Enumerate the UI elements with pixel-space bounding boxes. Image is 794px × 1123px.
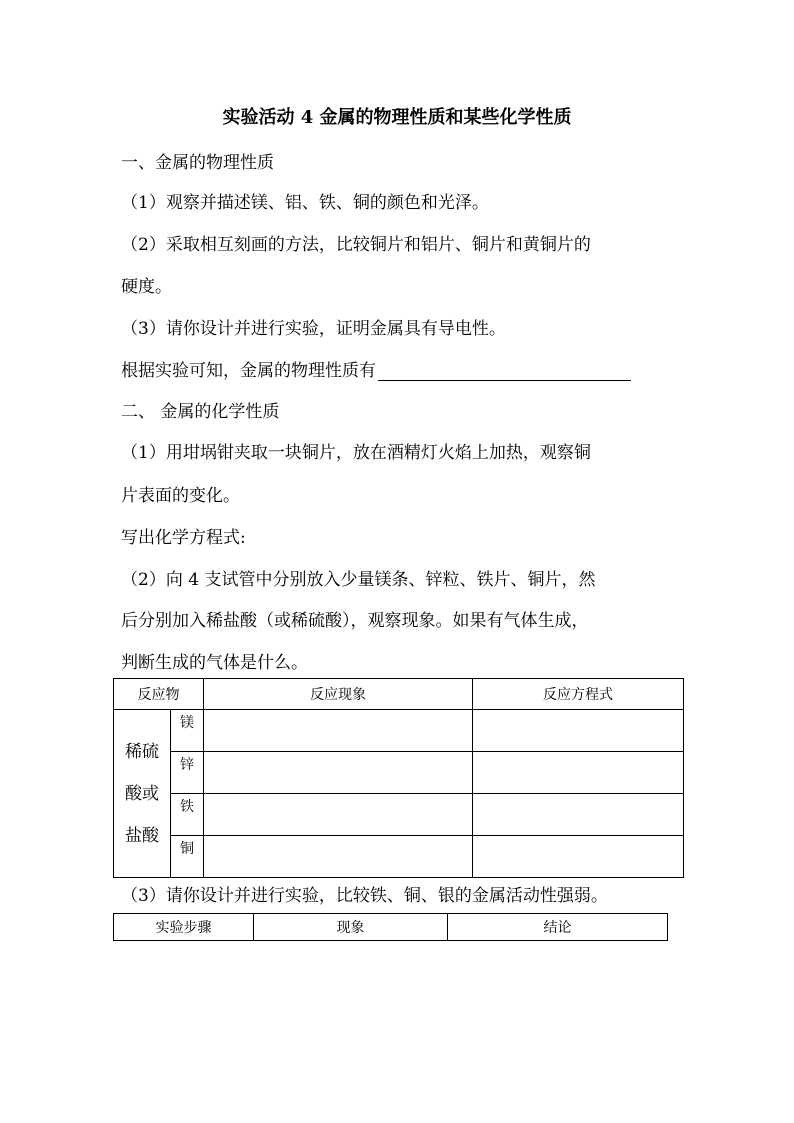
section1-item1: （1）观察并描述镁、铝、铁、铜的颜色和光泽。 [121,193,489,213]
section2-item2-line1: （2）向 4 支试管中分别放入少量镁条、锌粒、铁片、铜片，然 [121,570,596,590]
reaction-table [113,678,684,878]
equation-cell[interactable] [473,794,684,836]
phenomenon-cell[interactable] [204,752,473,794]
section2-item2-line3: 判断生成的气体是什么。 [121,653,308,673]
table-row [114,836,684,878]
section1-conclusion [121,356,631,381]
header-observation: 现象 [254,914,448,941]
section1-item2-line2: 硬度。 [121,277,172,297]
header-conclusion: 结论 [448,914,668,941]
table-row [114,794,684,836]
metal-magnesium: 镁 [171,710,204,752]
section2-item3: （3）请你设计并进行实验，比较铁、铜、银的金属活动性强弱。 [121,886,608,906]
metal-zinc: 锌 [171,752,204,794]
section2-heading: 二、 金属的化学性质 [121,402,280,422]
equation-prompt: 写出化学方程式: [121,528,246,548]
answer-blank[interactable] [378,362,631,381]
header-equation: 反应方程式 [473,679,684,710]
activity-table [113,913,668,941]
table-header-row [114,914,668,941]
metal-copper: 铜 [171,836,204,878]
section1-item3: （3）请你设计并进行实验，证明金属具有导电性。 [121,319,506,339]
section2-item2-line2: 后分别加入稀盐酸（或稀硫酸），观察现象。如果有气体生成， [121,611,589,631]
header-steps: 实验步骤 [114,914,254,941]
reagent-label-line3: 盐酸 [125,825,159,846]
section1-heading: 一、金属的物理性质 [121,153,274,173]
phenomenon-cell[interactable] [204,794,473,836]
equation-cell[interactable] [473,752,684,794]
reagent-label-line1: 稀硫 [125,741,159,762]
phenomenon-cell[interactable] [204,710,473,752]
conclusion-text: 根据实验可知，金属的物理性质有 [121,361,376,381]
header-phenomenon: 反应现象 [204,679,473,710]
equation-cell[interactable] [473,710,684,752]
header-reactant: 反应物 [114,679,204,710]
table-row [114,752,684,794]
metal-iron: 铁 [171,794,204,836]
table-row [114,710,684,752]
page-title: 实验活动 4 金属的物理性质和某些化学性质 [222,107,572,128]
table-header-row [114,679,684,710]
reagent-label [114,710,171,878]
section1-item2-line1: （2）采取相互刻画的方法，比较铜片和铝片、铜片和黄铜片的 [121,235,591,255]
equation-cell[interactable] [473,836,684,878]
reagent-label-line2: 酸或 [125,783,159,804]
phenomenon-cell[interactable] [204,836,473,878]
section2-item1-line2: 片表面的变化。 [121,486,240,506]
section2-item1-line1: （1）用坩埚钳夹取一块铜片，放在酒精灯火焰上加热，观察铜 [121,443,591,463]
